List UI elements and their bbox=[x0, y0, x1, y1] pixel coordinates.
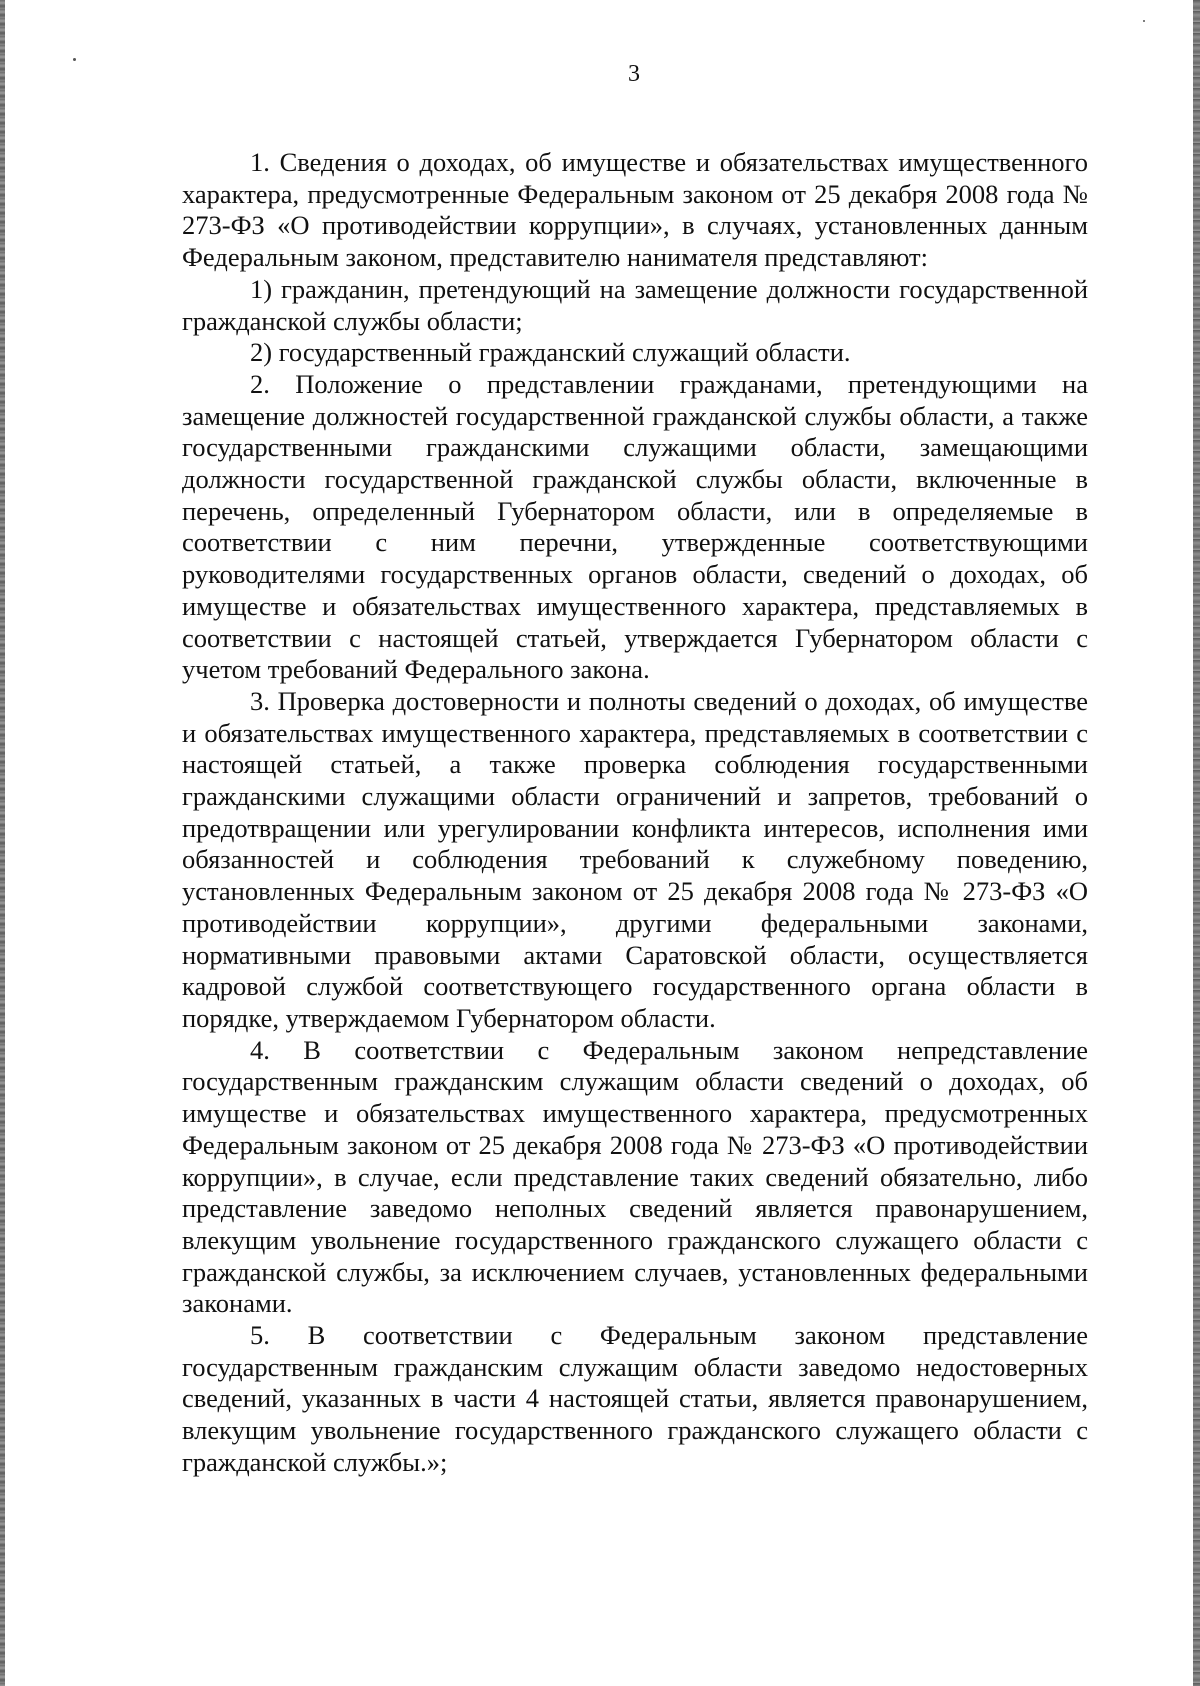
scan-border-right bbox=[1193, 0, 1200, 1686]
paragraph-1-item-2: 2) государственный гражданский служащий области. bbox=[250, 337, 851, 368]
paragraph-2: 2. Положение о представлении гражданами, претендующими на замещение должностей государственной гражданской службы области, а также государственными гражданскими служащими области, замещающими должности государственной гражданской службы области, включенные в перечень, определенный Губернатором области, или в определяемые в соответствии с ним перечни, утвержденные соответствующими руководителями государственных органов области, сведений о доходах, об имуществе и обязательствах имущественного характера, представляемых в соответствии с настоящей статьей, утверждается Губернатором области с учетом требований Федерального закона. bbox=[182, 368, 1088, 685]
document-body bbox=[182, 147, 1088, 1479]
paragraph-3: 3. Проверка достоверности и полноты сведений о доходах, об имуществе и обязательствах имущественного характера, представляемых в соответствии с настоящей статьей, а также проверка соблюдения государственными гражданскими служащими области ограничений и запретов, требований о предотвращении или урегулировании конфликта интересов, исполнения ими обязанностей и соблюдения требований к служебному поведению, установленных Федеральным законом от 25 декабря 2008 года № 273-ФЗ «О противодействии коррупции», другими федеральными законами, нормативными правовыми актами Саратовской области, осуществляется кадровой службой соответствующего государственного органа области в порядке, утверждаемом Губернатором области. bbox=[182, 685, 1088, 1033]
paragraph-1-item-1: 1) гражданин, претендующий на замещение должности государственной гражданской службы области; bbox=[182, 273, 1088, 336]
paragraph-4: 4. В соответствии с Федеральным законом непредставление государственным гражданским служащим области сведений о доходах, об имуществе и обязательствах имущественного характера, предусмотренных Федеральным законом от 25 декабря 2008 года № 273-ФЗ «О противодействии коррупции», в случае, если представление таких сведений обязательно, либо представление заведомо неполных сведений является правонарушением, влекущим увольнение государственного гражданского служащего области с гражданской службы, за исключением случаев, установленных федеральными законами. bbox=[182, 1034, 1088, 1319]
page-number: 3 bbox=[628, 61, 640, 87]
paragraph-5: 5. В соответствии с Федеральным законом представление государственным гражданским служащим области заведомо недостоверных сведений, указанных в части 4 настоящей статьи, является правонарушением, влекущим увольнение государственного гражданского служащего области с гражданской службы.»; bbox=[182, 1320, 1088, 1477]
scan-speck bbox=[1143, 20, 1145, 22]
scan-border-left bbox=[0, 0, 5, 1686]
paragraph-1: 1. Сведения о доходах, об имуществе и обязательствах имущественного характера, предусмотренные Федеральным законом от 25 декабря 2008 года № 273-ФЗ «О противодействии коррупции», в случаях, установленных данным Федеральным законом, представителю нанимателя представляют: bbox=[182, 147, 1088, 273]
